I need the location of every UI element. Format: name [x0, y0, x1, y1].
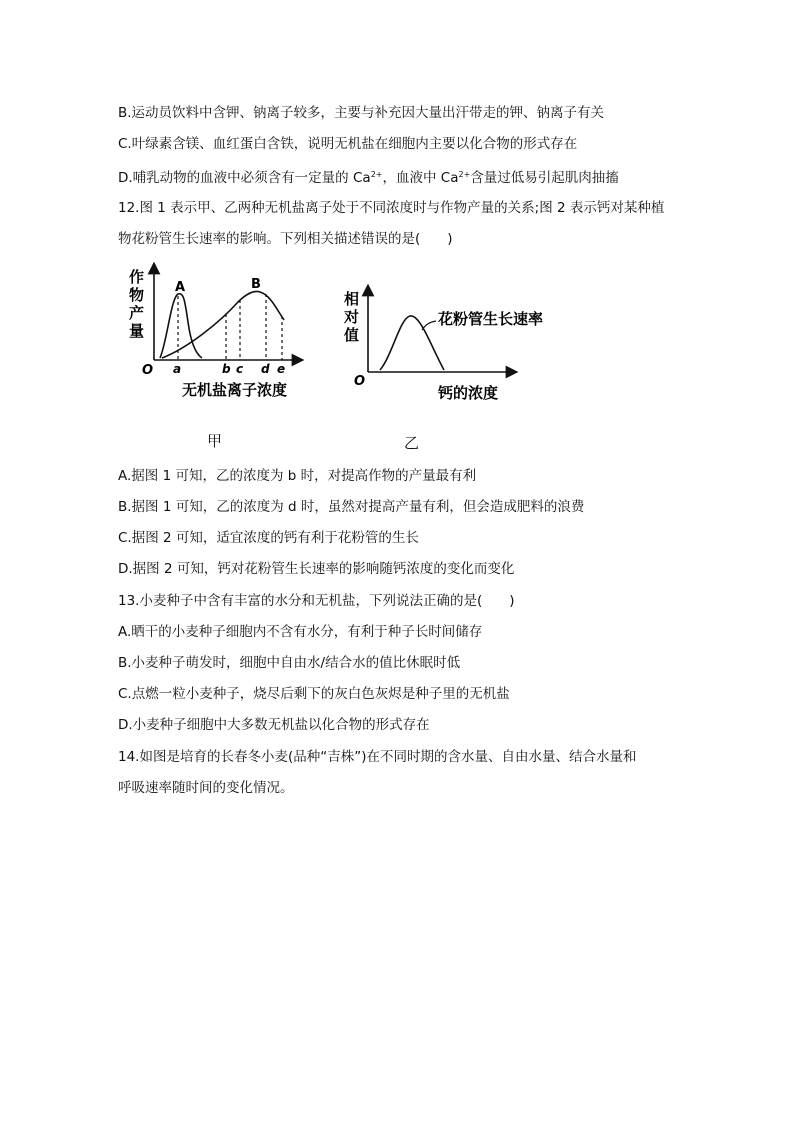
fig1-xlabel: 无机盐离子浓度	[182, 381, 288, 399]
q14-stem-line-1: 14.如图是培育的长春冬小麦(品种“吉株”)在不同时期的含水量、自由水量、结合水量和	[118, 749, 637, 765]
fig1-tick-c: c	[236, 362, 244, 376]
q13-option-c: C.点燃一粒小麦种子，烧尽后剩下的灰白色灰烬是种子里的无机盐	[118, 686, 510, 702]
fig1-peak-b-label: B	[251, 277, 261, 292]
fig1-tick-d: d	[261, 362, 270, 376]
fig2-caption: 乙	[404, 434, 420, 452]
q11-d-superscript-1: 2+	[370, 170, 383, 179]
q12-option-a: A.据图 1 可知，乙的浓度为 b 时，对提高作物的产量最有利	[118, 468, 477, 484]
q13-option-d: D.小麦种子细胞中大多数无机盐以化合物的形式存在	[118, 717, 430, 733]
fig1-tick-a: a	[173, 362, 182, 376]
figure-1-diagram	[120, 262, 320, 407]
fig1-tick-e: e	[277, 362, 286, 376]
fig2-ylabel-char-3: 值	[344, 326, 360, 344]
fig1-origin-label: O	[142, 363, 154, 378]
fig2-ylabel-char-2: 对	[344, 308, 360, 326]
q13-option-b: B.小麦种子萌发时，细胞中自由水/结合水的值比休眠时低	[118, 655, 461, 671]
figure-2-diagram	[336, 284, 576, 409]
q12-stem-line-1: 12.图 1 表示甲、乙两种无机盐离子处于不同浓度时与作物产量的关系;图 2 表示钙对某种植	[118, 200, 665, 216]
fig1-ylabel-char-4: 量	[129, 322, 145, 340]
q12-option-d: D.据图 2 可知，钙对花粉管生长速率的影响随钙浓度的变化而变化	[118, 561, 515, 577]
q11-option-d	[118, 165, 619, 188]
q11-d-text-2: ，血液中 Ca	[382, 170, 459, 186]
q13-option-a: A.晒干的小麦种子细胞内不含有水分，有利于种子长时间储存	[118, 624, 483, 640]
q12-stem-line-2: 物花粉管生长速率的影响。下列相关描述错误的是( )	[118, 231, 453, 247]
q11-option-c: C.叶绿素含镁、血红蛋白含铁，说明无机盐在细胞内主要以化合物的形式存在	[118, 136, 578, 152]
fig2-curve-label: 花粉管生长速率	[438, 310, 544, 328]
fig2-xlabel: 钙的浓度	[438, 384, 499, 402]
fig2-growth-curve	[380, 316, 444, 370]
q12-option-c: C.据图 2 可知，适宜浓度的钙有利于花粉管的生长	[118, 530, 419, 546]
q11-d-superscript-2: 2+	[458, 170, 471, 179]
fig1-caption: 甲	[207, 432, 223, 450]
q14-stem-line-2: 呼吸速率随时间的变化情况。	[118, 780, 294, 796]
fig2-origin-label: O	[354, 374, 366, 389]
q12-option-b: B.据图 1 可知，乙的浓度为 d 时，虽然对提高产量有利，但会造成肥料的浪费	[118, 499, 585, 515]
q13-stem: 13.小麦种子中含有丰富的水分和无机盐，下列说法正确的是( )	[118, 593, 515, 609]
fig1-tick-b: b	[222, 362, 231, 376]
q11-option-b: B.运动员饮料中含钾、钠离子较多，主要与补充因大量出汗带走的钾、钠离子有关	[118, 105, 605, 121]
fig1-ylabel-char-1: 作	[129, 268, 145, 286]
fig1-ylabel-char-2: 物	[129, 286, 145, 304]
q11-d-text-1: D.哺乳动物的血液中必须含有一定量的 Ca	[118, 170, 371, 186]
fig1-ylabel-char-3: 产	[129, 304, 145, 322]
fig1-peak-a-label: A	[175, 280, 186, 295]
fig2-ylabel-char-1: 相	[344, 290, 360, 308]
q11-d-text-3: 含量过低易引起肌肉抽搐	[470, 170, 619, 186]
